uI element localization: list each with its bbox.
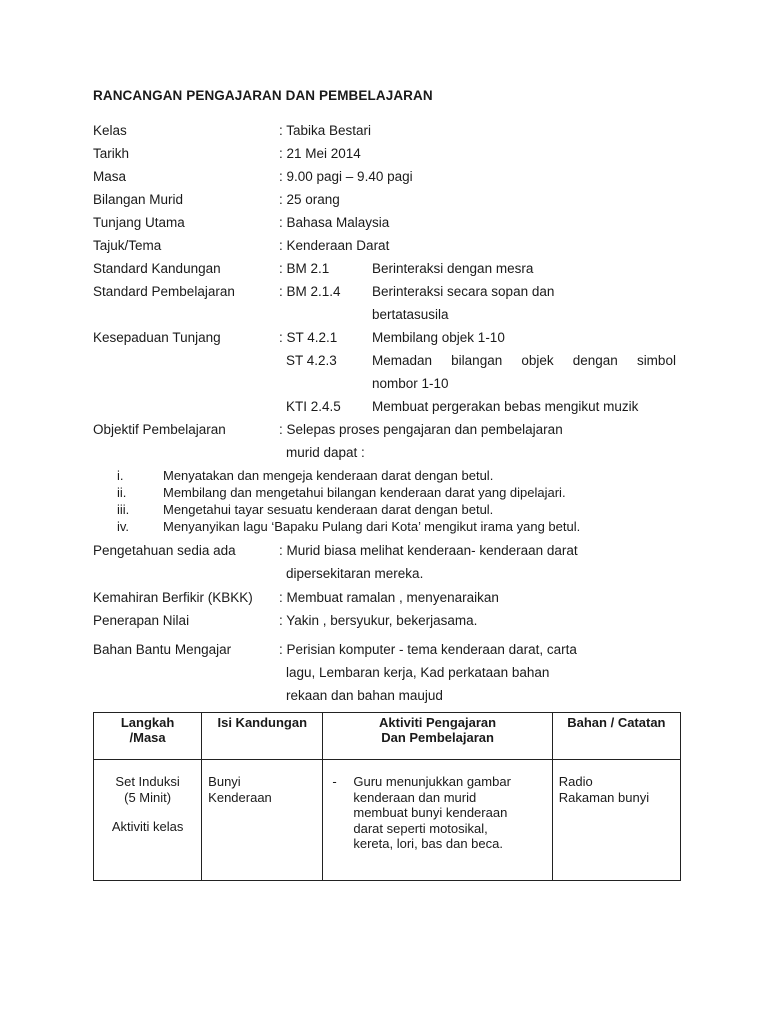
activity-text: membuat bunyi kenderaan: [353, 805, 508, 820]
cell-langkah-masa: [94, 760, 202, 881]
kesepaduan-desc-2-cont: nombor 1-10: [372, 376, 449, 391]
activity-bullet: [329, 774, 545, 852]
objective-number: ii.: [117, 485, 127, 500]
kelas-value: : Tabika Bestari: [279, 123, 372, 138]
standard-pembelajaran-label: Standard Pembelajaran: [93, 284, 235, 299]
header-langkah-text: Langkah: [120, 715, 175, 730]
penerapan-nilai-value: : Yakin , bersyukur, bekerjasama.: [279, 613, 478, 628]
bbm-value: : Perisian komputer - tema kenderaan darat, carta: [279, 642, 577, 657]
standard-kandungan-code: : BM 2.1: [279, 261, 330, 276]
bilangan-murid-value: : 25 orang: [279, 192, 340, 207]
pengetahuan-value: : Murid biasa melihat kenderaan- kenderaan darat: [279, 543, 578, 558]
header-bahan-text: Bahan / Catatan: [567, 715, 666, 730]
tarikh-label: Tarikh: [93, 146, 130, 161]
kesepaduan-desc-2: [372, 352, 676, 370]
objective-number: iii.: [117, 502, 130, 517]
standard-pembelajaran-desc-cont: bertatasusila: [372, 307, 449, 322]
cell-langkah-text: Set Induksi: [115, 774, 180, 789]
cell-masa-text: (5 Minit): [124, 789, 172, 805]
kesepaduan-desc-2-word: Memadan: [372, 353, 433, 368]
activity-text: darat seperti motosikal,: [353, 820, 488, 836]
objective-number: iv.: [117, 519, 130, 534]
cell-aktiviti-kelas-text: Aktiviti kelas: [111, 819, 184, 834]
kbkk-value: : Membuat ramalan , menyenaraikan: [279, 590, 499, 605]
kesepaduan-desc-2-word: bilangan: [451, 353, 503, 368]
objective-text: Mengetahui tayar sesuatu kenderaan darat dengan betul.: [163, 502, 494, 517]
kelas-label: Kelas: [93, 123, 127, 138]
header-isi-kandungan: [202, 713, 323, 760]
cell-aktiviti: [323, 760, 552, 881]
cell-bahan-text-2: Rakaman bunyi: [558, 789, 650, 805]
standard-pembelajaran-code: : BM 2.1.4: [279, 284, 341, 299]
pengetahuan-value-cont: dipersekitaran mereka.: [286, 566, 424, 581]
masa-label: Masa: [93, 169, 127, 184]
cell-isi-text: Bunyi: [208, 774, 241, 789]
document-title: RANCANGAN PENGAJARAN DAN PEMBELAJARAN: [93, 88, 433, 103]
cell-isi-kandungan: [202, 760, 323, 881]
bbm-label: Bahan Bantu Mengajar: [93, 642, 232, 657]
objektif-value-cont: murid dapat :: [286, 445, 365, 460]
kesepaduan-tunjang-label: Kesepaduan Tunjang: [93, 330, 221, 345]
cell-bahan-text: Radio: [558, 774, 593, 789]
tarikh-value: : 21 Mei 2014: [279, 146, 361, 161]
kesepaduan-desc-2-word: objek: [521, 353, 554, 368]
kesepaduan-desc-3: Membuat pergerakan bebas mengikut muzik: [372, 399, 639, 414]
header-langkah-masa: [94, 713, 202, 760]
tajuk-tema-label: Tajuk/Tema: [93, 238, 162, 253]
header-aktiviti-text-2: Dan Pembelajaran: [381, 730, 494, 745]
bbm-value-cont: lagu, Lembaran kerja, Kad perkataan bahan: [286, 665, 550, 680]
objektif-label: Objektif Pembelajaran: [93, 422, 226, 437]
tunjang-utama-label: Tunjang Utama: [93, 215, 185, 230]
pengetahuan-label: Pengetahuan sedia ada: [93, 543, 236, 558]
header-aktiviti-text: Aktiviti Pengajaran: [379, 715, 497, 730]
kesepaduan-code-2: ST 4.2.3: [286, 353, 337, 368]
lesson-plan-table: [93, 712, 681, 881]
header-isi-text: Isi Kandungan: [217, 715, 308, 730]
objective-text: Menyatakan dan mengeja kenderaan darat dengan betul.: [163, 468, 494, 483]
table-header-row: [94, 713, 681, 760]
penerapan-nilai-label: Penerapan Nilai: [93, 613, 190, 628]
header-aktiviti: [323, 713, 552, 760]
table-row: [94, 760, 681, 881]
dash-bullet: -: [332, 774, 337, 789]
tunjang-utama-value: : Bahasa Malaysia: [279, 215, 390, 230]
kesepaduan-desc-2-word: dengan: [572, 353, 618, 368]
standard-kandungan-desc: Berinteraksi dengan mesra: [372, 261, 534, 276]
bilangan-murid-label: Bilangan Murid: [93, 192, 184, 207]
kesepaduan-code-3: KTI 2.4.5: [286, 399, 341, 414]
objective-number: i.: [117, 468, 124, 483]
kesepaduan-desc-1: Membilang objek 1-10: [372, 330, 505, 345]
header-masa-text: /Masa: [129, 730, 166, 745]
kbkk-label: Kemahiran Berfikir (KBKK): [93, 590, 253, 605]
objective-text: Membilang dan mengetahui bilangan kenderaan darat yang dipelajari.: [163, 485, 566, 500]
objektif-value: : Selepas proses pengajaran dan pembelajaran: [279, 422, 563, 437]
objective-text: Menyanyikan lagu ‘Bapaku Pulang dari Kota’ mengikut irama yang betul.: [163, 519, 581, 534]
activity-text: Guru menunjukkan gambar: [353, 774, 511, 789]
standard-pembelajaran-desc: Berinteraksi secara sopan dan: [372, 284, 555, 299]
kesepaduan-desc-2-word: simbol: [636, 353, 676, 368]
masa-value: : 9.00 pagi – 9.40 pagi: [279, 169, 413, 184]
activity-text: kenderaan dan murid: [353, 789, 477, 805]
cell-isi-text-2: Kenderaan: [208, 789, 272, 805]
bbm-value-cont: rekaan dan bahan maujud: [286, 688, 443, 703]
activity-text: kereta, lori, bas dan beca.: [353, 836, 503, 851]
header-bahan-catatan: [552, 713, 680, 760]
cell-bahan-catatan: [552, 760, 680, 881]
tajuk-tema-value: : Kenderaan Darat: [279, 238, 390, 253]
kesepaduan-code-1: : ST 4.2.1: [279, 330, 338, 345]
standard-kandungan-label: Standard Kandungan: [93, 261, 221, 276]
